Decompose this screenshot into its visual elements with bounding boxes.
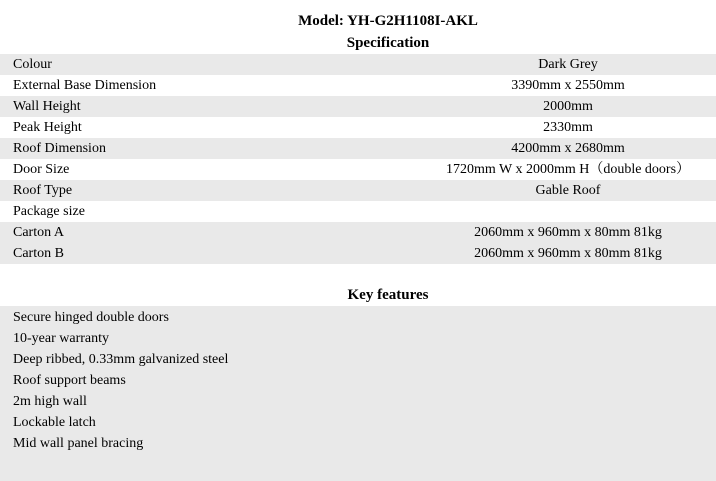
spec-row-wall-height xyxy=(0,96,716,117)
spec-label: Carton B xyxy=(13,246,64,261)
spec-label: Colour xyxy=(13,57,52,72)
spec-label: External Base Dimension xyxy=(13,78,157,93)
spec-row-colour xyxy=(0,54,716,75)
spec-value: 2330mm xyxy=(543,120,593,135)
spec-label: Roof Dimension xyxy=(13,141,106,156)
spec-label: Package size xyxy=(13,204,85,219)
spec-row-door-size xyxy=(0,159,716,180)
spec-row-peak-height xyxy=(0,117,716,138)
spec-label: Roof Type xyxy=(13,183,73,198)
spec-row-roof-dimension xyxy=(0,138,716,159)
specification-table xyxy=(0,54,716,264)
key-features-heading: Key features xyxy=(347,287,429,303)
feature-item: Secure hinged double doors xyxy=(13,310,169,325)
feature-item: 2m high wall xyxy=(13,394,87,409)
key-features-list xyxy=(0,306,716,481)
spec-value: 1720mm W x 2000mm H（double doors） xyxy=(445,162,691,177)
spec-row-carton-b xyxy=(0,243,716,264)
feature-item: 10-year warranty xyxy=(13,331,110,346)
spec-label: Door Size xyxy=(13,162,70,177)
spec-value: 2060mm x 960mm x 80mm 81kg xyxy=(474,246,662,261)
feature-item: Roof support beams xyxy=(13,373,126,388)
spec-label: Wall Height xyxy=(13,99,81,114)
spec-value: Gable Roof xyxy=(535,183,601,198)
spec-row-roof-type xyxy=(0,180,716,201)
feature-item: Deep ribbed, 0.33mm galvanized steel xyxy=(13,352,229,367)
spec-row-package-size xyxy=(0,201,716,222)
spec-value: 3390mm x 2550mm xyxy=(511,78,625,93)
feature-item: Mid wall panel bracing xyxy=(13,436,144,451)
spec-label: Carton A xyxy=(13,225,64,240)
spec-value: Dark Grey xyxy=(538,57,598,72)
spec-value: 2000mm xyxy=(543,99,593,114)
spec-row-external-base-dimension xyxy=(0,75,716,96)
spec-label: Peak Height xyxy=(13,120,82,135)
spec-value: 2060mm x 960mm x 80mm 81kg xyxy=(474,225,662,240)
spec-row-carton-a xyxy=(0,222,716,243)
specification-heading: Specification xyxy=(346,35,430,51)
feature-item: Lockable latch xyxy=(13,415,96,430)
spec-value: 4200mm x 2680mm xyxy=(511,141,625,156)
model-title: Model: YH-G2H1108I-AKL xyxy=(298,13,478,29)
